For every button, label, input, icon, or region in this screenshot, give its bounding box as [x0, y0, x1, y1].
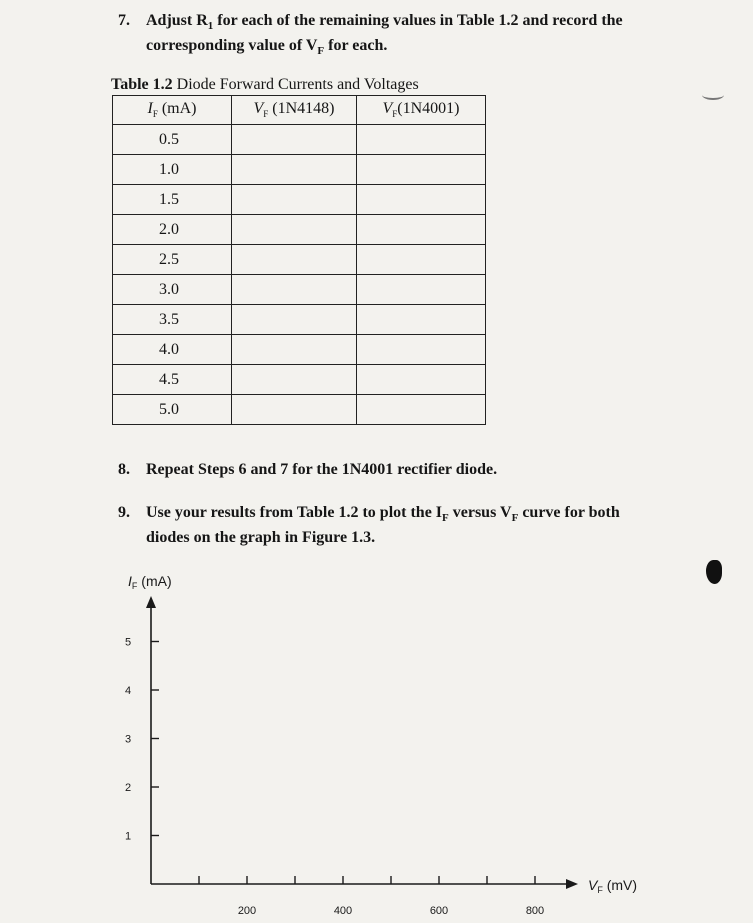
header-vf-1n4148: $V_F$ (1N4148): [232, 96, 357, 125]
vf-1n4148-cell[interactable]: [232, 275, 357, 305]
table-row: [113, 395, 486, 425]
table-row: [113, 365, 486, 395]
if-cell: 1.5: [113, 185, 232, 215]
x-tick-label: 200: [237, 905, 257, 917]
vf-1n4148-cell[interactable]: [232, 305, 357, 335]
table-row: [113, 185, 486, 215]
step-9-line1-c: curve for both: [518, 504, 620, 521]
y-tick-label: 5: [124, 636, 132, 649]
x-axis-arrow: [566, 879, 578, 889]
x-tick-label: 800: [525, 905, 545, 917]
if-cell: 3.0: [113, 275, 232, 305]
table-row: [113, 275, 486, 305]
paper-smudge: [702, 90, 724, 100]
y-axis-title: $I_F$ (mA): [128, 573, 172, 591]
table-row: [113, 245, 486, 275]
if-cell: 4.0: [113, 335, 232, 365]
vf-1n4148-cell[interactable]: [232, 365, 357, 395]
step-7-line2: corresponding value of V: [146, 37, 318, 55]
y-tick-label: 4: [124, 685, 132, 697]
if-vs-vf-graph[interactable]: [0, 560, 753, 923]
table-label: Table 1.2: [111, 76, 173, 93]
y-tick-label: 2: [124, 782, 132, 794]
y-axis-arrow: [146, 596, 156, 608]
vf-1n4001-cell[interactable]: [357, 215, 486, 245]
step-9-sub2: F: [511, 512, 519, 525]
table-row: [113, 305, 486, 335]
table-row: [113, 155, 486, 185]
step-7-sub: 1: [207, 20, 214, 33]
header-if: $I_F$ (mA): [113, 96, 232, 125]
vf-1n4001-cell[interactable]: [357, 155, 486, 185]
step-9-line1-b: versus V: [448, 504, 512, 521]
if-cell: 0.5: [113, 125, 232, 155]
vf-1n4001-cell[interactable]: [357, 125, 486, 155]
vf-1n4001-cell[interactable]: [357, 395, 486, 425]
step-9-text: [146, 503, 620, 548]
table-row: [113, 215, 486, 245]
x-tick-label: 600: [429, 905, 449, 917]
step-9-number: 9.: [118, 504, 130, 521]
vf-1n4001-cell[interactable]: [357, 305, 486, 335]
x-axis-title: $V_F$ (mV): [588, 877, 638, 895]
y-tick-label: 1: [124, 830, 132, 843]
paper-smudge: [706, 560, 722, 584]
vf-1n4148-cell[interactable]: [232, 215, 357, 245]
if-cell: 5.0: [113, 395, 232, 425]
table-caption-text: Diode Forward Currents and Voltages: [172, 76, 419, 93]
vf-1n4148-cell[interactable]: [232, 245, 357, 275]
step-7-line1-rest: for each of the remaining values in Table 1.2 and record the: [213, 12, 623, 29]
step-9-line1: Use your results from Table 1.2 to plot the I: [146, 504, 443, 521]
diode-table: [112, 95, 486, 425]
table-row: [113, 125, 486, 155]
step-8-number: 8.: [118, 461, 130, 478]
vf-1n4001-cell[interactable]: [357, 185, 486, 215]
vf-1n4001-cell[interactable]: [357, 365, 486, 395]
step-9-line2: diodes on the graph in Figure 1.3.: [146, 529, 376, 547]
vf-1n4001-cell[interactable]: [357, 245, 486, 275]
vf-1n4148-cell[interactable]: [232, 185, 357, 215]
step-7-sub2: F: [317, 45, 325, 58]
step-8-text: Repeat Steps 6 and 7 for the 1N4001 rectifier diode.: [146, 461, 498, 478]
if-cell: 2.0: [113, 215, 232, 245]
vf-1n4148-cell[interactable]: [232, 125, 357, 155]
step-9-sub1: F: [442, 512, 449, 525]
if-cell: 3.5: [113, 305, 232, 335]
if-cell: 2.5: [113, 245, 232, 275]
step-7-line2-rest: for each.: [324, 37, 388, 55]
vf-1n4148-cell[interactable]: [232, 395, 357, 425]
vf-1n4001-cell[interactable]: [357, 335, 486, 365]
axis-ticks: [125, 637, 544, 918]
x-tick-label: 400: [333, 905, 353, 917]
vf-1n4148-cell[interactable]: [232, 335, 357, 365]
step-7-number: 7.: [118, 12, 130, 29]
if-cell: 1.0: [113, 155, 232, 185]
header-vf-1n4001: $V_F(1N4001)$: [357, 96, 486, 125]
vf-1n4148-cell[interactable]: [232, 155, 357, 185]
table-caption: [111, 76, 419, 94]
vf-1n4001-cell[interactable]: [357, 275, 486, 305]
step-7-line1: Adjust R: [146, 12, 208, 29]
table-row: [113, 335, 486, 365]
step-7-text: [146, 11, 623, 61]
table-header-row: [113, 96, 486, 125]
if-cell: 4.5: [113, 365, 232, 395]
y-tick-label: 3: [124, 733, 132, 746]
